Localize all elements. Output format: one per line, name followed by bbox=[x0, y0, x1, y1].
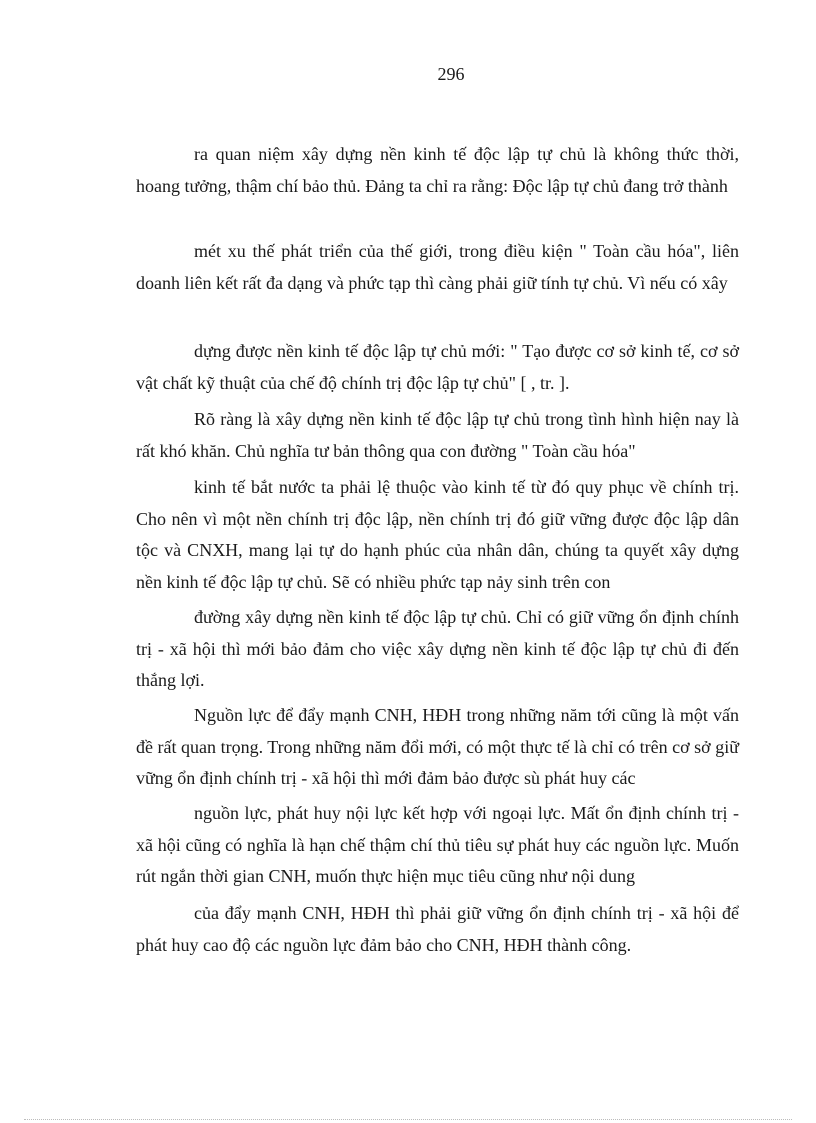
paragraph-7: Nguồn lực để đẩy mạnh CNH, HĐH trong những năm tới cũng là một vấn đề rất quan trọng. Trong những năm đổi mới, có một thực tế là chỉ có trên cơ sở giữ vững ổn định chính trị - xã hội thì mới đảm bảo được sù phát huy các bbox=[136, 705, 739, 788]
paragraph-6: đường xây dựng nền kinh tế độc lập tự chủ. Chỉ có giữ vững ổn định chính trị - xã hội thì mới bảo đảm cho việc xây dựng nền kinh tế độc lập tự chủ đi đến thắng lợi. bbox=[136, 607, 739, 690]
paragraph-9: của đẩy mạnh CNH, HĐH thì phải giữ vững ổn định chính trị - xã hội để phát huy cao độ các nguồn lực đảm bảo cho CNH, HĐH thành công. bbox=[136, 903, 739, 955]
page-number: 296 bbox=[437, 64, 465, 84]
paragraph-5: kinh tế bắt nước ta phải lệ thuộc vào kinh tế từ đó quy phục về chính trị. Cho nên vì một nền chính trị độc lập, nền chính trị đó giữ vững được độc lập dân tộc và CNXH, mang lại tự do hạnh phúc của nhân dân, chúng ta quyết xây dựng nền kinh tế độc lập tự chủ. Sẽ có nhiều phức tạp nảy sinh trên con bbox=[136, 477, 739, 592]
paragraph-8: nguồn lực, phát huy nội lực kết hợp với ngoại lực. Mất ổn định chính trị - xã hội cũng có nghĩa là hạn chế thậm chí thủ tiêu sự phát huy các nguồn lực. Muốn rút ngắn thời gian CNH, muốn thực hiện mục tiêu cũng như nội dung bbox=[136, 803, 739, 886]
paragraph-3: dựng được nền kinh tế độc lập tự chủ mới: " Tạo được cơ sở kinh tế, cơ sở vật chất kỹ thuật của chế độ chính trị độc lập tự chủ" [ , tr. ]. bbox=[136, 341, 739, 393]
paragraph-4: Rõ ràng là xây dựng nền kinh tế độc lập tự chủ trong tình hình hiện nay là rất khó khăn. Chủ nghĩa tư bản thông qua con đường " Toàn cầu hóa" bbox=[136, 409, 739, 461]
paragraph-2: mét xu thế phát triển của thế giới, trong điều kiện " Toàn cầu hóa", liên doanh liên kết rất đa dạng và phức tạp thì càng phải giữ tính tự chủ. Vì nếu có xây bbox=[136, 241, 739, 293]
footer-divider bbox=[24, 1119, 792, 1120]
paragraph-1: ra quan niệm xây dựng nền kinh tế độc lập tự chủ là không thức thời, hoang tưởng, thậm chí bảo thủ. Đảng ta chỉ ra rằng: Độc lập tự chủ đang trở thành bbox=[136, 144, 739, 196]
